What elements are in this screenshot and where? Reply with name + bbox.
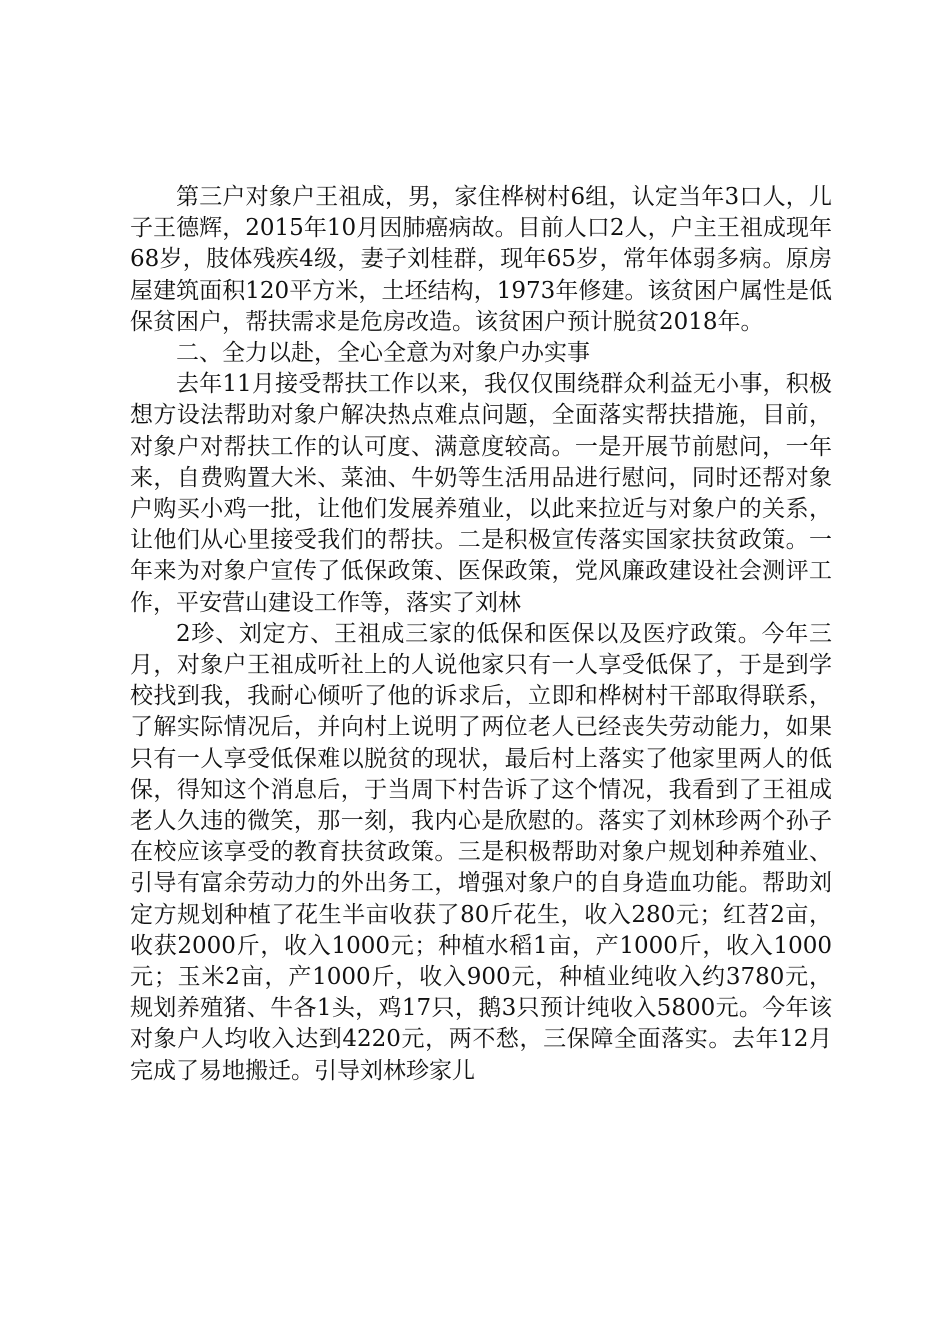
paragraph-policy-implementation: 2珍、刘定方、王祖成三家的低保和医保以及医疗政策。今年三月，对象户王祖成听社上的人说他家只有一人享受低保了，于是到学校找到我，我耐心倾听了他的诉求后，立即和桦树村干部取得联系，了解实际情况后，并向村上说明了两位老人已经丧失劳动能力，如果只有一人享受低保难以脱贫的现状，最后村上落实了他家里两人的低保，得知这个消息后，于当周下村告诉了这个情况，我看到了王祖成老人久违的微笑，那一刻，我内心是欣慰的。落实了刘林珍两个孙子在校应该享受的教育扶贫政策。三是积极帮助对象户规划种养殖业、引导有富余劳动力的外出务工，增强对象户的自身造血功能。帮助刘定方规划种植了花生半亩收获了80斤花生，收入280元；红苕2亩，收获2000斤，收入1000元；种植水稻1亩，产1000斤，收入1000元；玉米2亩，产1000斤，收入900元，种植业纯收入约3780元，规划养殖猪、牛各1头，鸡17只，鹅3只预计纯收入5800元。今年该对象户人均收入达到4220元，两不愁，三保障全面落实。去年12月完成了易地搬迁。引导刘林珍家儿 bbox=[130, 620, 832, 1084]
paragraph-household-3: 第三户对象户王祖成，男，家住桦树村6组，认定当年3口人，儿子王德辉，2015年10月因肺癌病故。目前人口2人，户主王祖成现年68岁，肢体残疾4级，妻子刘桂群，现年65岁，常年体弱多病。原房屋建筑面积120平方米，土坯结构，1973年修建。该贫困户属性是低保贫困户，帮扶需求是危房改造。该贫困户预计脱贫2018年。 bbox=[130, 184, 832, 335]
paragraph-assistance-work: 去年11月接受帮扶工作以来，我仅仅围绕群众利益无小事，积极想方设法帮助对象户解决热点难点问题，全面落实帮扶措施，目前，对象户对帮扶工作的认可度、满意度较高。一是开展节前慰问，一年来，自费购置大米、菜油、牛奶等生活用品进行慰问，同时还帮对象户购买小鸡一批，让他们发展养殖业，以此来拉近与对象户的关系，让他们从心里接受我们的帮扶。二是积极宣传落实国家扶贫政策。一年来为对象户宣传了低保政策、医保政策，党风廉政建设社会测评工作，平安营山建设工作等，落实了刘林 bbox=[130, 371, 832, 616]
section-heading-2: 二、全力以赴，全心全意为对象户办实事 bbox=[176, 340, 590, 367]
document-body bbox=[130, 182, 832, 1087]
